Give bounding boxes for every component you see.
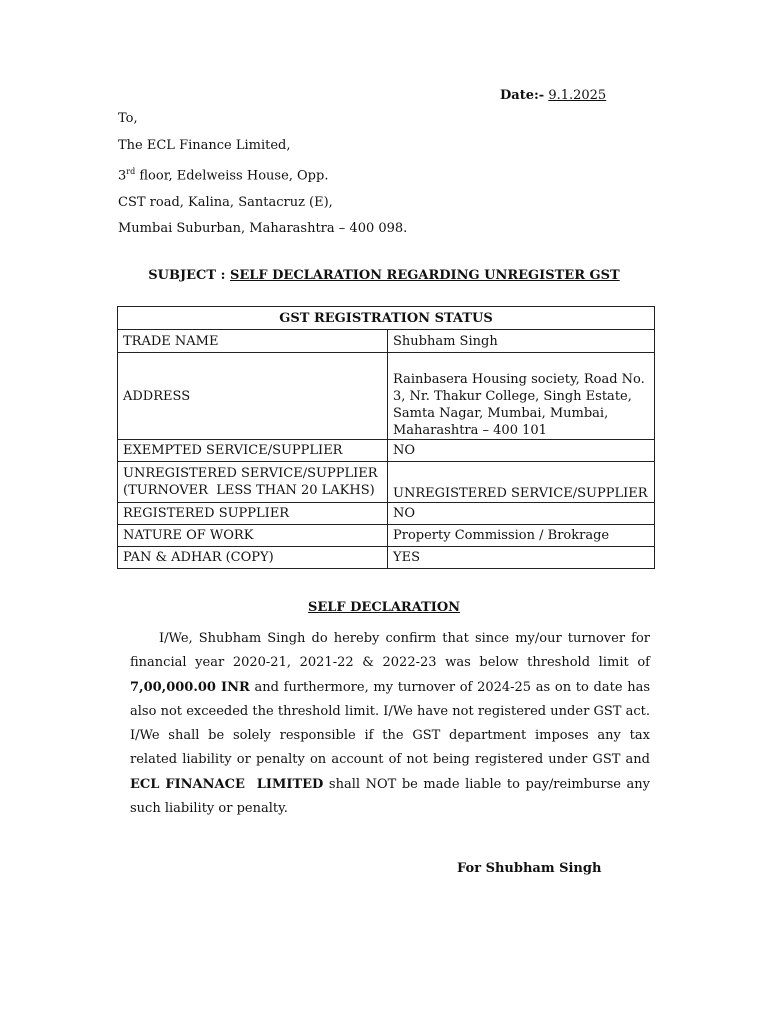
recipient-address [118,106,407,243]
row-label: REGISTERED SUPPLIER [118,503,388,525]
floor-rest: floor, Edelweiss House, Opp. [135,168,329,184]
table-row [118,525,655,547]
address-line3: CST road, Kalina, Santacruz (E), [118,194,333,210]
row-value: Rainbasera Housing society, Road No. 3, Nr. Thakur College, Singh Estate, Samta Nagar, Mumbai, Mumbai, Maharashtra – 400 101 [388,353,655,440]
declaration-text-2: and furthermore, my turnover of 2024-25 as on to date has also not exceeded the threshold limit. I/We have not registered under GST act. I/We shall be solely responsible if the GST department imposes any tax related liability or penalty on account of not being registered under GST and [130,679,650,768]
declaration-text-1: I/We, Shubham Singh do hereby confirm that since my/our turnover for financial year 2020-21, 2021-22 & 2022-23 was below threshold limit of [130,631,650,671]
floor-number: 3 [118,168,127,184]
address-line4: Mumbai Suburban, Maharashtra – 400 098. [118,221,408,237]
subject-label: SUBJECT : [148,268,226,283]
declaration-body [130,627,650,821]
subject-text: SELF DECLARATION REGARDING UNREGISTER GST [229,268,620,283]
row-value: Property Commission / Brokrage [388,525,655,547]
declaration-paragraph [130,627,650,821]
company-name: The ECL Finance Limited, [118,137,291,153]
date-label: Date:- [500,88,545,103]
row-label-line2: (TURNOVER LESS THAN 20 LAKHS) [123,483,375,498]
table-header-row [118,307,655,330]
salutation: To, [118,111,138,126]
row-label: PAN & ADHAR (COPY) [118,547,388,569]
table-row [118,462,655,503]
subject-line [0,268,768,283]
row-label [118,462,388,503]
row-label: NATURE OF WORK [118,525,388,547]
table-row [118,503,655,525]
row-value: Shubham Singh [388,330,655,353]
row-label: EXEMPTED SERVICE/SUPPLIER [118,440,388,462]
declaration-amount: 7,00,000.00 INR [130,679,250,695]
date-line [500,88,606,103]
gst-status-table [117,306,655,569]
row-value: NO [388,440,655,462]
table-row [118,547,655,569]
row-value: YES [388,547,655,569]
row-value: UNREGISTERED SERVICE/SUPPLIER [388,462,655,503]
row-label-line1: UNREGISTERED SERVICE/SUPPLIER [123,466,378,481]
date-value: 9.1.2025 [548,88,607,103]
declaration-text-3: shall NOT be made liable to pay/reimburse any such liability or penalty. [130,776,650,817]
table-row [118,440,655,462]
declaration-title: SELF DECLARATION [307,600,461,615]
address-floor [118,159,407,190]
table-header: GST REGISTRATION STATUS [118,307,655,330]
table-row [118,353,655,440]
signature-line: For Shubham Singh [457,861,602,876]
row-value: NO [388,503,655,525]
floor-ordinal: rd [126,167,136,176]
table-row [118,330,655,353]
row-label: ADDRESS [118,353,388,440]
declaration-company: ECL FINANACE LIMITED [130,776,324,792]
row-label: TRADE NAME [118,330,388,353]
